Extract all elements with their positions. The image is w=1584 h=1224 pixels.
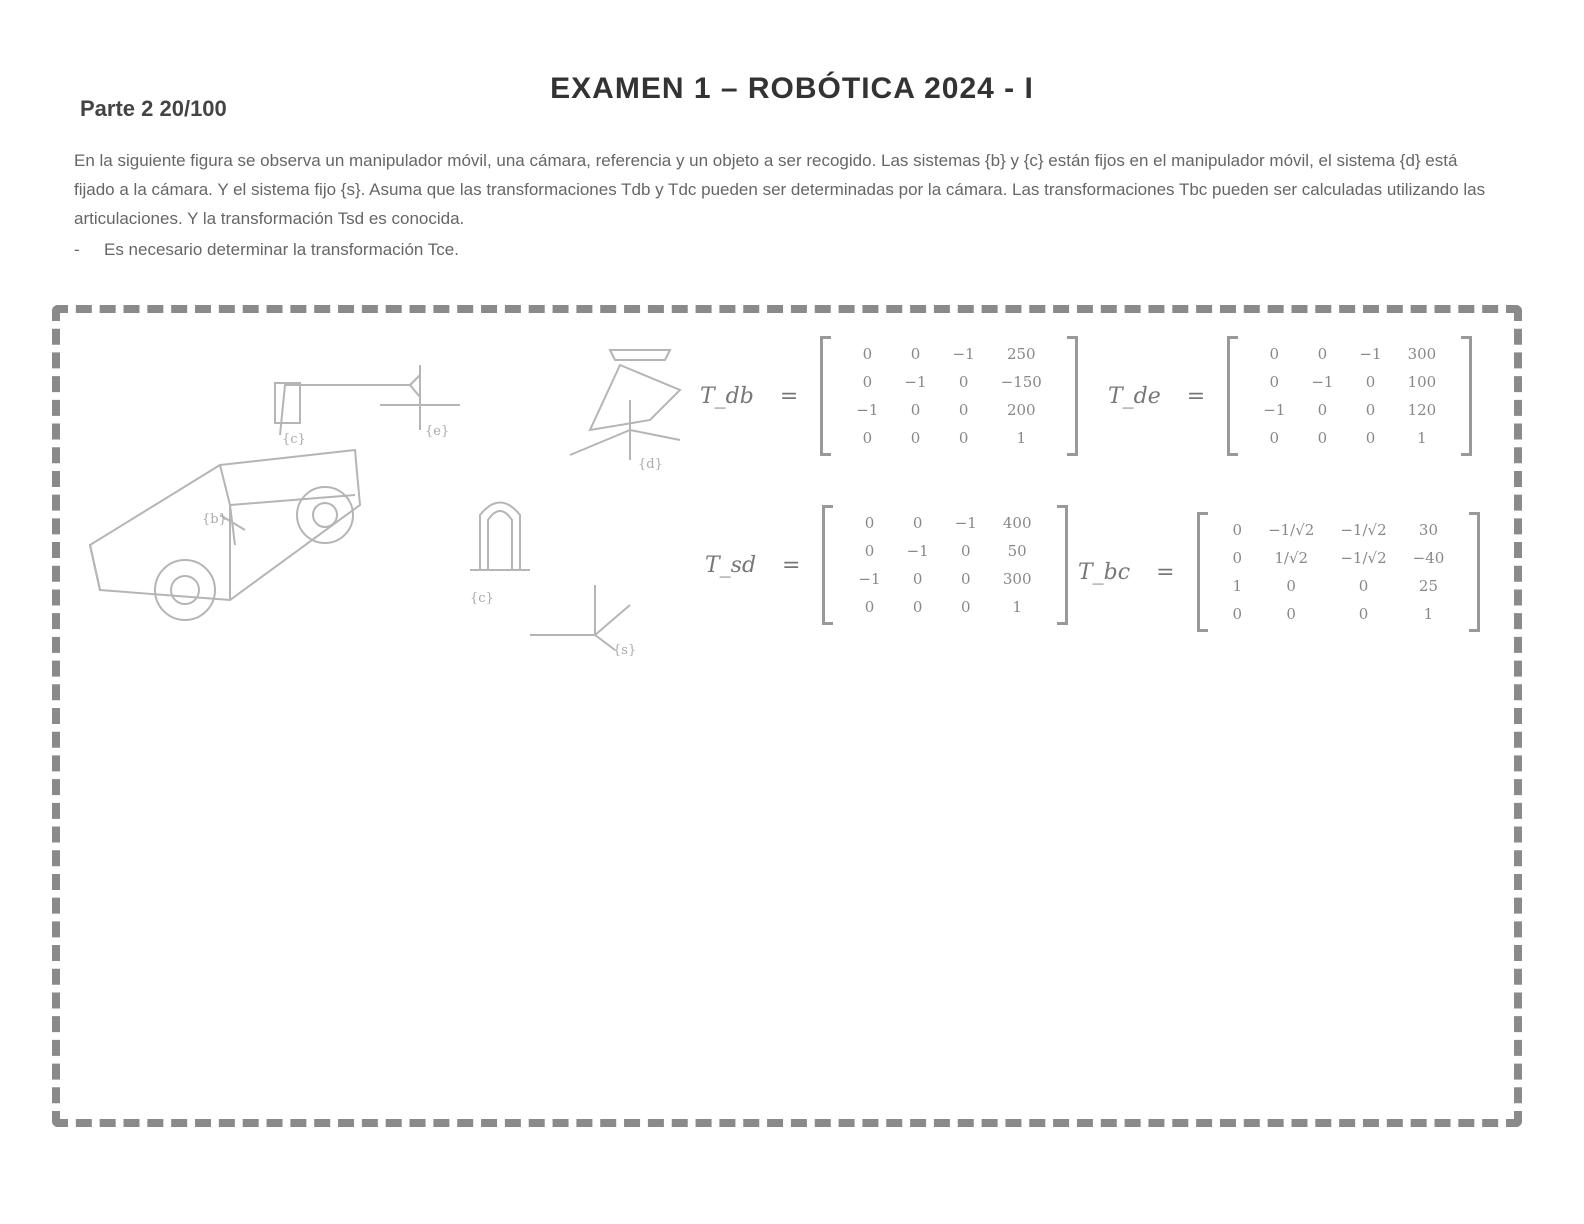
matrix-cell: 0	[1317, 345, 1328, 363]
matrix-cell: 250	[1006, 345, 1036, 363]
matrix-table	[1250, 340, 1449, 452]
matrix-row	[845, 509, 1044, 537]
matrix-cell: 0	[1269, 429, 1280, 447]
matrix-cell: 0	[1286, 577, 1296, 595]
matrix-cell: −1	[858, 570, 881, 588]
matrix-row	[843, 340, 1055, 368]
matrix-cell: 0	[1232, 521, 1243, 539]
matrix-cell: 0	[958, 401, 969, 419]
matrix-cell: 120	[1407, 401, 1437, 419]
problem-statement	[74, 146, 1494, 264]
matrix-cell: 0	[958, 373, 969, 391]
matrix-cell: 0	[961, 542, 971, 560]
exam-title: EXAMEN 1 – ROBÓTICA 2024 - I	[550, 72, 1034, 105]
matrix-cell: 0	[910, 345, 921, 363]
matrix-cell: −1	[952, 345, 975, 363]
matrix-cell: −150	[1000, 373, 1042, 391]
matrix-cell: 0	[1232, 605, 1243, 623]
matrix-cell: 0	[1358, 577, 1369, 595]
matrix-cell: −40	[1412, 549, 1445, 567]
matrix-row	[1220, 516, 1458, 544]
matrix-tde	[1227, 336, 1472, 456]
matrix-cell: 0	[1269, 345, 1280, 363]
camera-sketch	[560, 340, 700, 480]
matrix-block-tbc	[1078, 512, 1480, 632]
matrix-cell: 1	[1423, 605, 1434, 623]
matrix-row	[845, 593, 1044, 621]
matrix-cell: 1/√2	[1274, 549, 1309, 567]
matrix-block-tsd	[705, 505, 1068, 625]
matrix-cell: −1	[1263, 401, 1286, 419]
matrix-cell: −1	[954, 514, 977, 532]
matrix-cell: −1	[906, 542, 929, 560]
matrix-cell: 1	[1417, 429, 1427, 447]
frame-label-gripper: {e}	[425, 424, 450, 439]
frame-label-object: {c}	[282, 432, 306, 447]
frame-label-base: {b}	[202, 512, 227, 527]
matrix-row	[843, 368, 1055, 396]
matrix-tdb	[820, 336, 1078, 456]
matrix-cell: 0	[1365, 401, 1376, 419]
matrix-block-tdb	[700, 336, 1078, 456]
matrix-cell: 0	[912, 514, 923, 532]
matrix-tbc	[1197, 512, 1481, 632]
frame-label-world: {s}	[613, 643, 637, 658]
matrix-cell: 300	[1407, 345, 1437, 363]
matrix-cell: 0	[864, 598, 875, 616]
equals-sign: =	[1186, 383, 1206, 409]
matrix-cell: 0	[961, 598, 971, 616]
matrix-cell: 100	[1407, 373, 1437, 391]
matrix-cell: 0	[1286, 605, 1296, 623]
matrix-cell: 0	[862, 429, 873, 447]
problem-paragraph: En la siguiente figura se observa un manipulador móvil, una cámara, referencia y un objeto a ser recogido. Las sistemas {b} y {c} están fijos en el manipulador móvil, el sistema {d} está fijado a la cámara. Y el sistema fijo {s}. Asuma que las transformaciones Tdb y Tdc pueden ser determinadas por la cámara. Las transformaciones Tbc pueden ser calculadas utilizando las articulaciones. Y la transformación Tsd es conocida.	[74, 151, 1486, 228]
equals-sign: =	[779, 383, 799, 409]
matrix-cell: 0	[1365, 373, 1376, 391]
matrix-block-tde	[1108, 336, 1472, 456]
matrix-row	[845, 565, 1044, 593]
matrix-name: T_sd	[705, 552, 757, 578]
matrix-cell: 0	[1317, 429, 1328, 447]
matrix-cell: −1	[1359, 345, 1382, 363]
matrix-cell: 0	[1365, 429, 1376, 447]
matrix-row	[845, 537, 1044, 565]
matrix-row	[1220, 572, 1458, 600]
matrix-cell: 0	[1358, 605, 1369, 623]
bullet-item	[74, 235, 1494, 264]
matrix-cell: 0	[862, 373, 873, 391]
matrix-row	[843, 396, 1055, 424]
matrix-cell: 1	[1232, 577, 1243, 595]
matrix-row	[843, 424, 1055, 452]
matrix-cell: −1	[1311, 373, 1334, 391]
matrix-cell: −1/√2	[1340, 521, 1387, 539]
matrix-cell: 1	[1012, 598, 1022, 616]
matrix-row	[1250, 424, 1449, 452]
matrix-table	[845, 509, 1044, 621]
mobile-manipulator-sketch	[70, 355, 470, 645]
frame-label-object-2: {c}	[470, 591, 494, 606]
matrix-cell: 25	[1418, 577, 1438, 595]
matrix-cell: 0	[910, 401, 921, 419]
matrix-cell: 300	[1002, 570, 1032, 588]
part-label: Parte 2 20/100	[80, 96, 227, 121]
matrix-row	[1250, 340, 1449, 368]
matrix-tsd	[822, 505, 1067, 625]
matrix-cell: 0	[864, 514, 875, 532]
matrix-row	[1220, 544, 1458, 572]
matrix-row	[1220, 600, 1458, 628]
matrix-cell: −1	[856, 401, 879, 419]
matrix-name: T_bc	[1078, 559, 1131, 585]
matrix-cell: 0	[1232, 549, 1243, 567]
matrix-cell: 0	[1317, 401, 1328, 419]
matrix-name: T_de	[1108, 383, 1161, 409]
bullet-text: Es necesario determinar la transformación Tce.	[104, 240, 459, 259]
matrix-cell: 200	[1006, 401, 1036, 419]
matrix-cell: 400	[1002, 514, 1032, 532]
matrix-cell: 0	[910, 429, 921, 447]
matrix-cell: 0	[864, 542, 875, 560]
equals-sign: =	[782, 552, 801, 578]
matrix-cell: 50	[1007, 542, 1027, 560]
matrix-cell: 0	[961, 570, 971, 588]
matrix-cell: 1	[1016, 429, 1027, 447]
matrix-table	[1220, 516, 1458, 628]
matrix-row	[1250, 396, 1449, 424]
world-frame-sketch	[525, 580, 645, 660]
matrix-cell: 30	[1418, 521, 1438, 539]
frame-label-camera: {d}	[638, 457, 663, 472]
matrix-row	[1250, 368, 1449, 396]
bullet-dash: -	[74, 240, 80, 259]
matrix-cell: 0	[912, 598, 923, 616]
matrix-cell: −1/√2	[1340, 549, 1387, 567]
matrix-cell: −1	[904, 373, 927, 391]
matrix-name: T_db	[700, 383, 754, 409]
matrix-table	[843, 340, 1055, 452]
equals-sign: =	[1156, 559, 1175, 585]
matrix-cell: 0	[862, 345, 873, 363]
matrix-cell: 0	[1269, 373, 1280, 391]
matrix-cell: −1/√2	[1268, 521, 1315, 539]
matrix-cell: 0	[958, 429, 969, 447]
matrix-cell: 0	[912, 570, 923, 588]
